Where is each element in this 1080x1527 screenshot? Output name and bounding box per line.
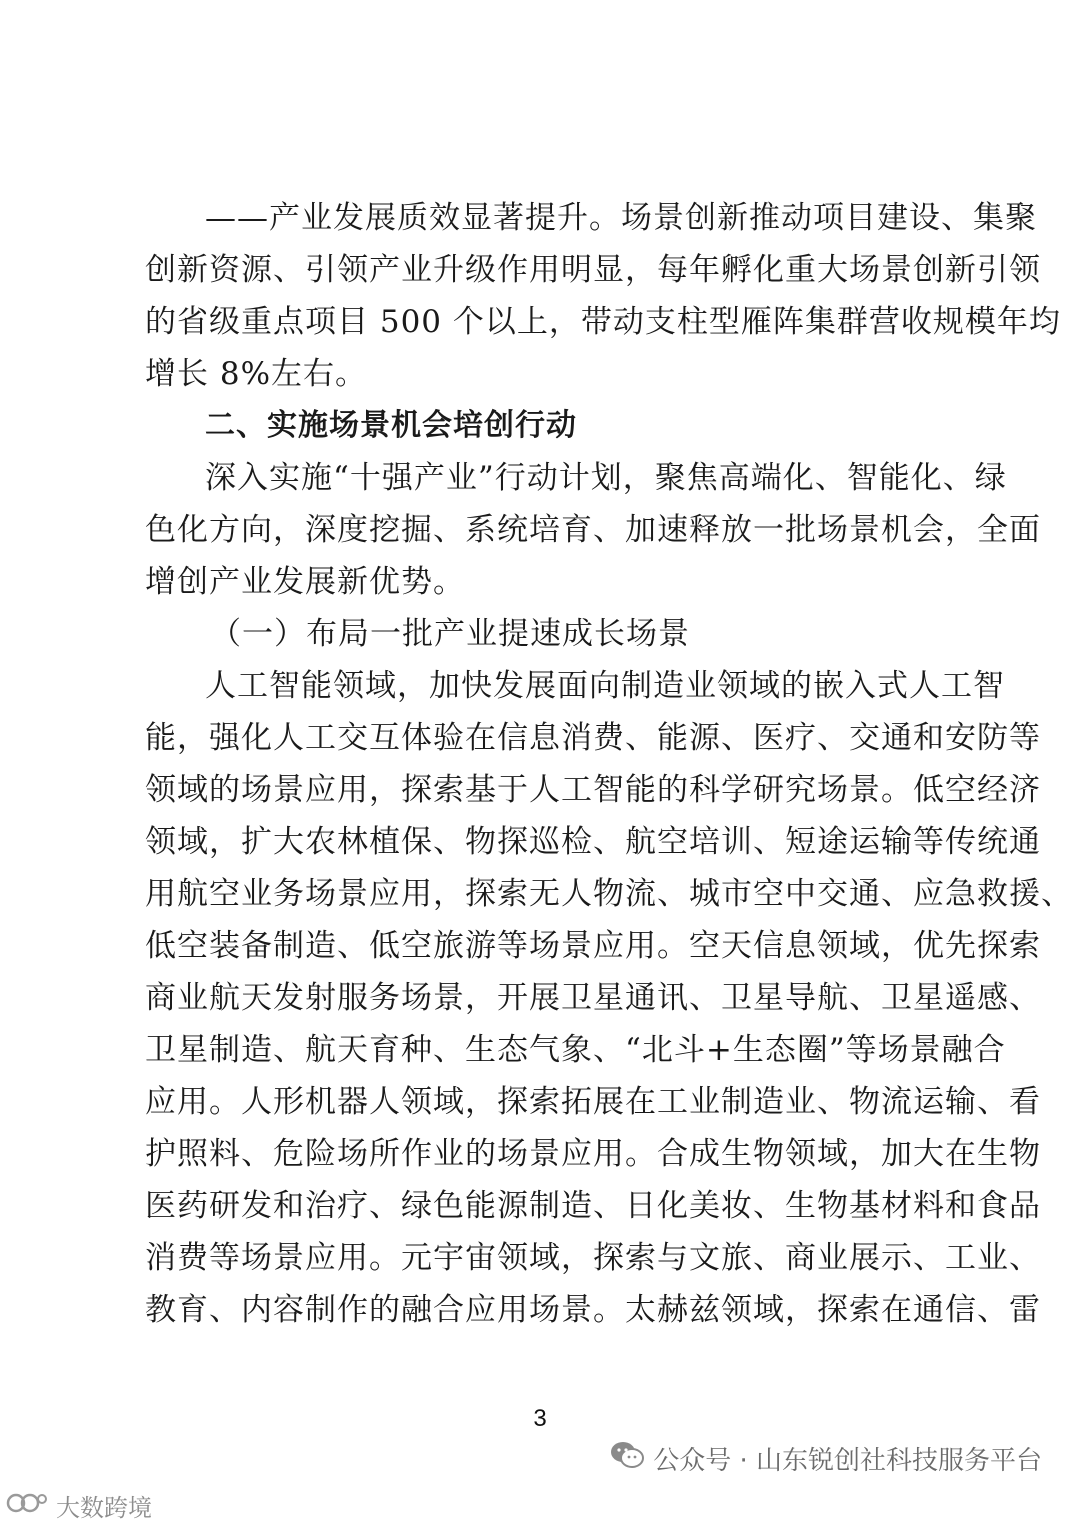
watermark-text: 公众号 · 山东锐创社科技服务平台 bbox=[653, 1446, 1042, 1476]
text-line: 卫星制造、航天育种、生态气象、“北斗+生态圈”等场景融合 bbox=[145, 1032, 1006, 1068]
section-heading: 二、实施场景机会培创行动 bbox=[205, 408, 577, 443]
text-line: 应用。人形机器人领域，探索拓展在工业制造业、物流运输、看 bbox=[145, 1084, 1041, 1120]
page-number: 3 bbox=[533, 1405, 547, 1432]
text-line: 医药研发和治疗、绿色能源制造、日化美妆、生物基材料和食品 bbox=[145, 1188, 1041, 1224]
brand-watermark bbox=[6, 1488, 152, 1523]
wechat-icon bbox=[609, 1440, 645, 1477]
text-line: 人工智能领域，加快发展面向制造业领域的嵌入式人工智 bbox=[205, 668, 1005, 704]
text-line: 教育、内容制作的融合应用场景。太赫兹领域，探索在通信、雷 bbox=[145, 1292, 1041, 1328]
text-line: 消费等场景应用。元宇宙领域，探索与文旅、商业展示、工业、 bbox=[145, 1240, 1041, 1276]
brand-watermark-text: 大数跨境 bbox=[56, 1494, 152, 1522]
text-line: 深入实施“十强产业”行动计划，聚焦高端化、智能化、绿 bbox=[205, 460, 1007, 496]
text-line: 的省级重点项目 500 个以上，带动支柱型雁阵集群营收规模年均 bbox=[145, 304, 1061, 340]
text-line: 领域的场景应用，探索基于人工智能的科学研究场景。低空经济 bbox=[145, 772, 1041, 808]
text-line: 能，强化人工交互体验在信息消费、能源、医疗、交通和安防等 bbox=[145, 720, 1041, 756]
text-line: 增创产业发展新优势。 bbox=[145, 564, 465, 600]
wechat-watermark bbox=[609, 1440, 1042, 1477]
text-line: ——产业发展质效显著提升。场景创新推动项目建设、集聚 bbox=[205, 200, 1037, 236]
text-line: 商业航天发射服务场景，开展卫星通讯、卫星导航、卫星遥感、 bbox=[145, 980, 1041, 1016]
text-line: 增长 8%左右。 bbox=[145, 356, 368, 392]
subsection-heading: （一）布局一批产业提速成长场景 bbox=[210, 616, 690, 652]
text-line: 领域，扩大农林植保、物探巡检、航空培训、短途运输等传统通 bbox=[145, 824, 1041, 860]
logo-icon bbox=[6, 1489, 50, 1523]
text-line: 低空装备制造、低空旅游等场景应用。空天信息领域，优先探索 bbox=[145, 928, 1041, 964]
text-line: 用航空业务场景应用，探索无人物流、城市空中交通、应急救援、 bbox=[145, 876, 1073, 912]
text-line: 色化方向，深度挖掘、系统培育、加速释放一批场景机会，全面 bbox=[145, 512, 1041, 548]
text-line: 创新资源、引领产业升级作用明显，每年孵化重大场景创新引领 bbox=[145, 252, 1041, 288]
text-line: 护照料、危险场所作业的场景应用。合成生物领域，加大在生物 bbox=[145, 1136, 1041, 1172]
